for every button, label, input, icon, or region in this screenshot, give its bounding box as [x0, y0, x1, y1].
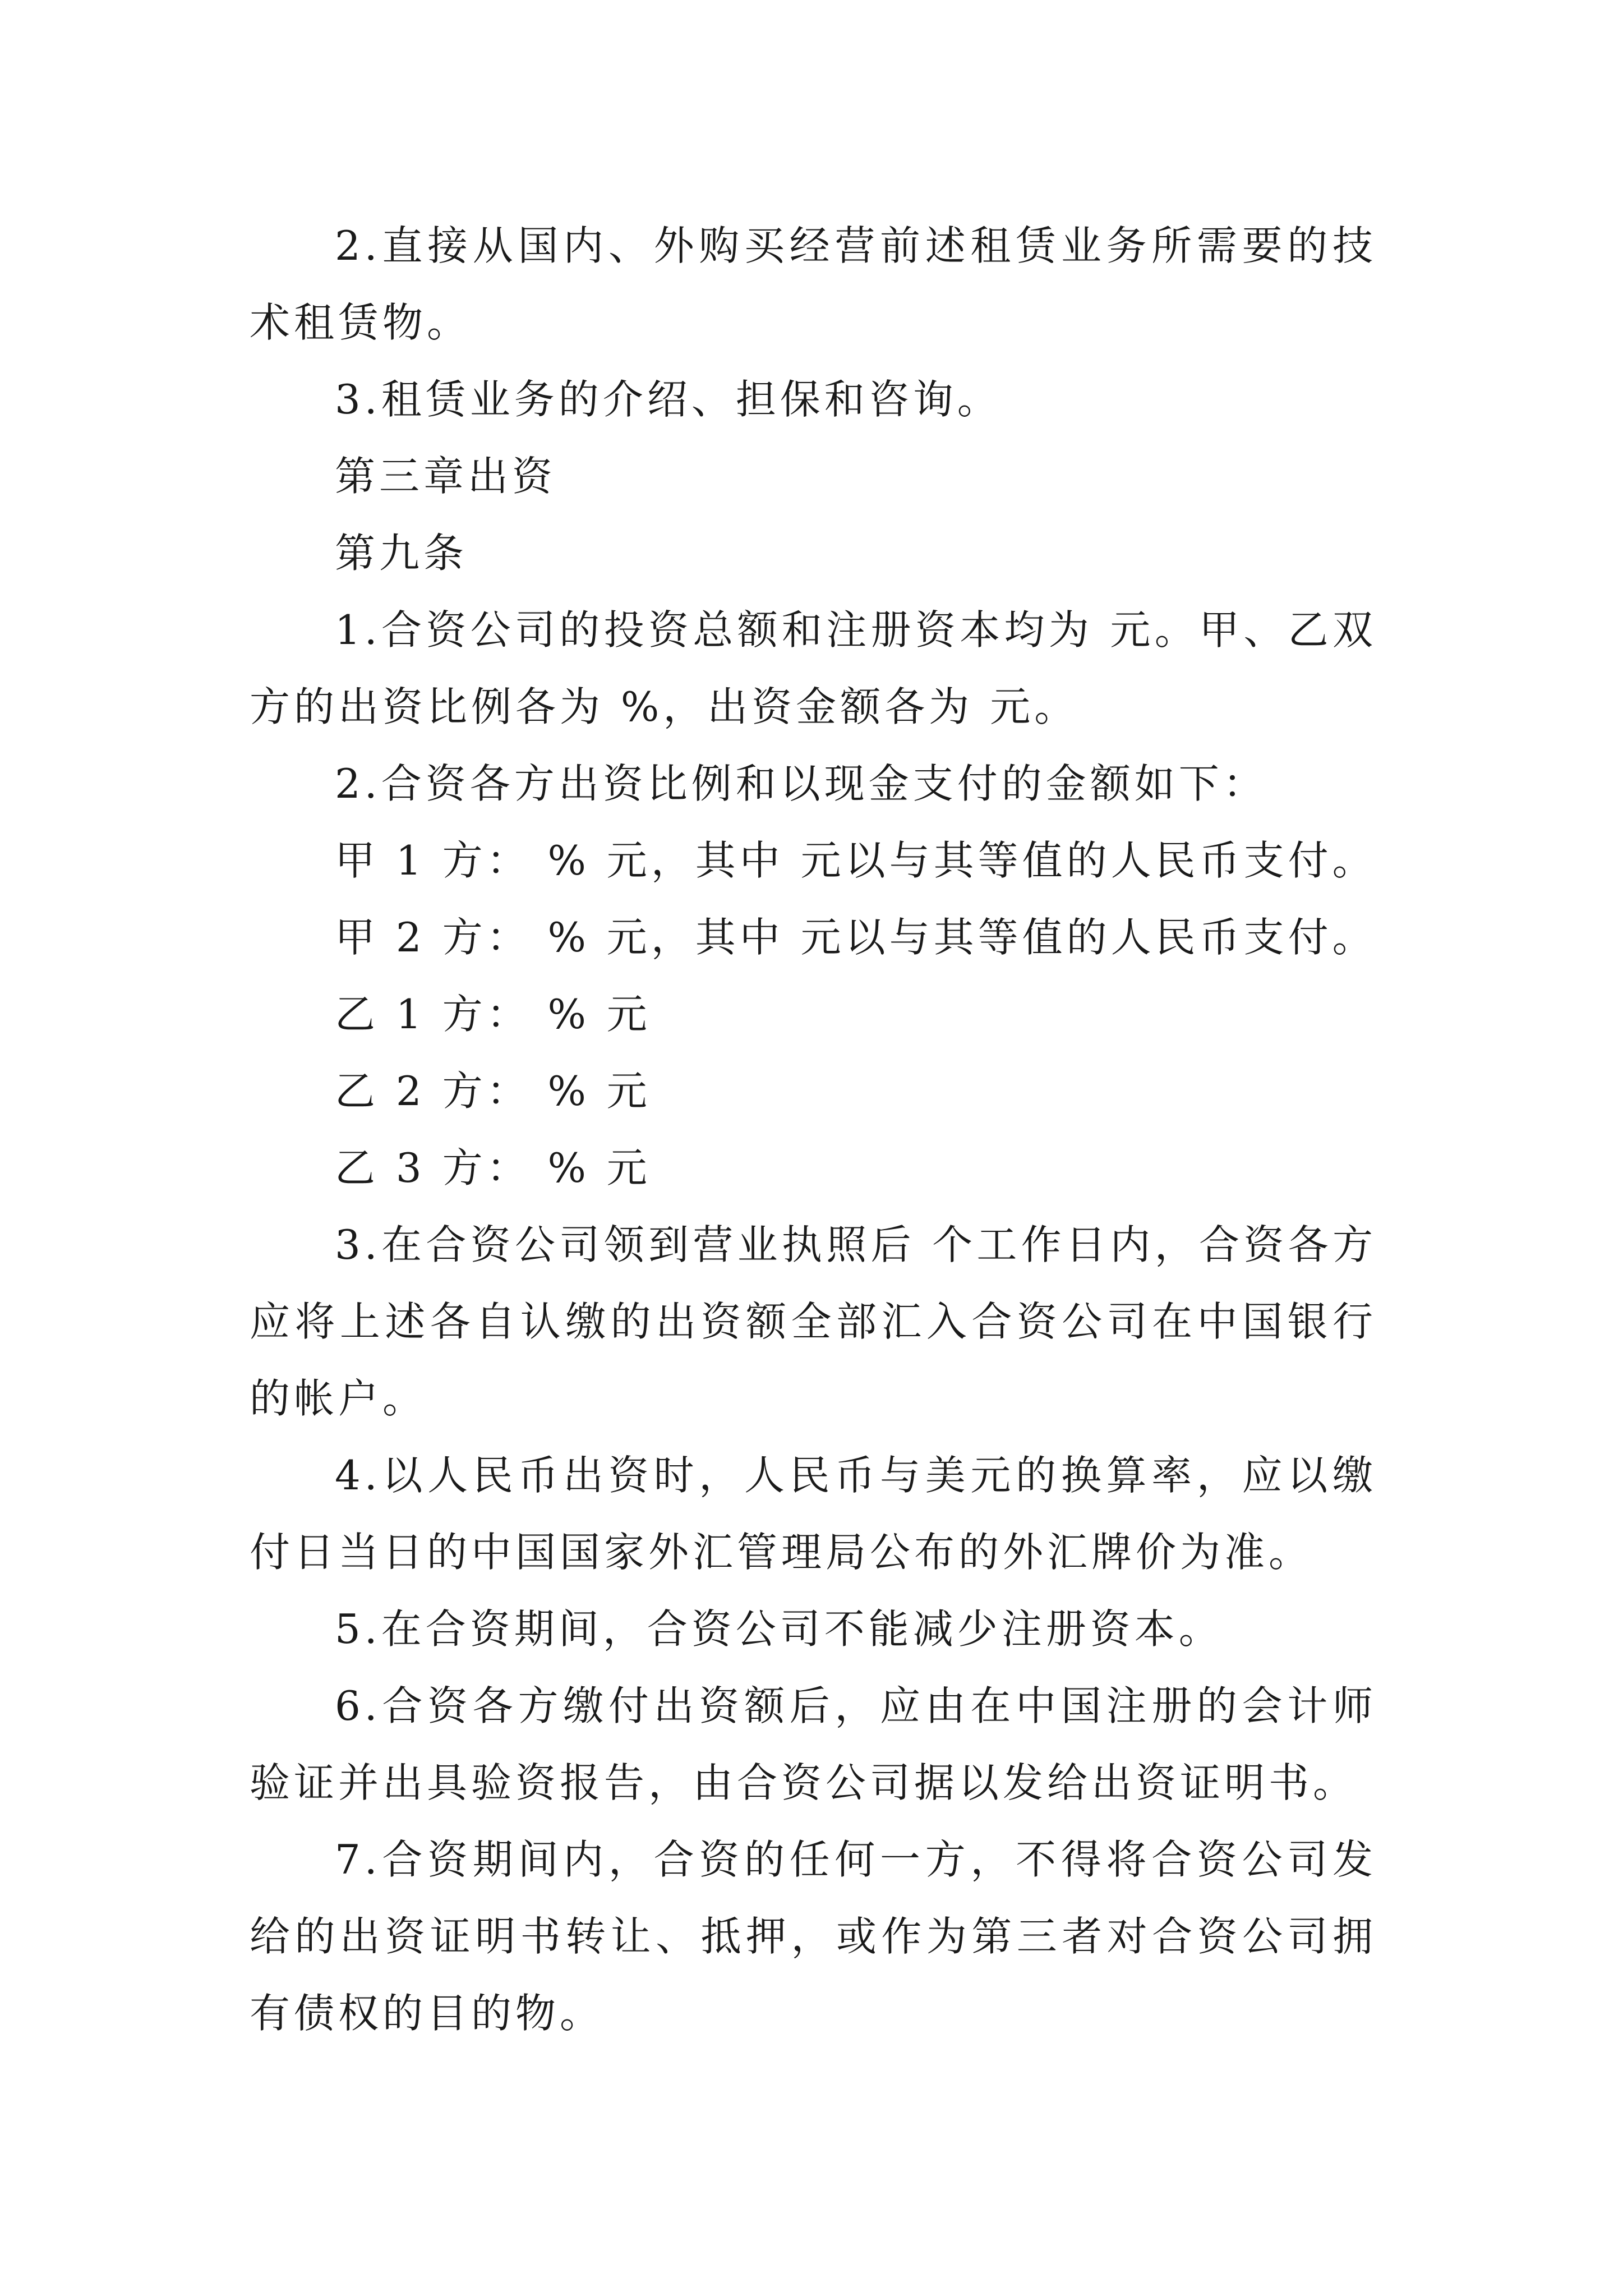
party-b3-line: 乙 3 方： % 元 [335, 1144, 651, 1191]
paragraph-capital-7: 7.合资期间内，合资的任何一方，不得将合资公司发给的出资证明书转让、抵押，或作为第三者对合资公司拥有债权的目的物。 [250, 1836, 1377, 2037]
paragraph-item-3-services: 3.租赁业务的介绍、担保和咨询。 [335, 376, 1002, 423]
party-a2-line: 甲 2 方： % 元，其中 元以与其等值的人民币支付。 [335, 914, 1377, 961]
party-b2-line: 乙 2 方： % 元 [335, 1068, 651, 1115]
party-a1-line: 甲 1 方： % 元，其中 元以与其等值的人民币支付。 [335, 837, 1377, 884]
paragraph-capital-3: 3.在合资公司领到营业执照后 个工作日内，合资各方应将上述各自认缴的出资额全部汇入合资公司在中国银行的帐户。 [250, 1221, 1377, 1422]
paragraph-capital-1: 1.合资公司的投资总额和注册资本均为 元。甲、乙双方的出资比例各为 %，出资金额各为 元。 [250, 606, 1377, 730]
paragraph-capital-4: 4.以人民币出资时，人民币与美元的换算率，应以缴付日当日的中国国家外汇管理局公布的外汇牌价为准。 [250, 1452, 1377, 1576]
party-b1-line: 乙 1 方： % 元 [335, 991, 651, 1038]
document-body [250, 208, 1377, 2052]
paragraph-capital-6: 6.合资各方缴付出资额后，应由在中国注册的会计师验证并出具验资报告，由合资公司据以发给出资证明书。 [250, 1682, 1377, 1806]
paragraph-capital-5: 5.在合资期间，合资公司不能减少注册资本。 [335, 1605, 1223, 1653]
chapter-heading: 第三章出资 [335, 453, 557, 500]
paragraph-capital-2: 2.合资各方出资比例和以现金支付的金额如下： [335, 760, 1267, 807]
paragraph-item-2-purchase: 2.直接从国内、外购买经营前述租赁业务所需要的技术租赁物。 [250, 222, 1377, 346]
article-heading: 第九条 [335, 530, 468, 577]
